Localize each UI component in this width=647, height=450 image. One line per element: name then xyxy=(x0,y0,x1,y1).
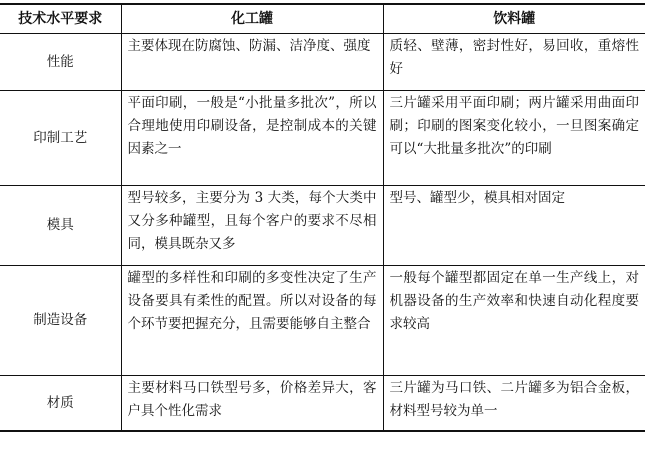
header-chemical-can: 化工罐 xyxy=(121,4,383,34)
table-row xyxy=(0,376,645,432)
chemical-can-cell: 主要材料马口铁型号多，价格差异大，客户具个性化需求 xyxy=(121,376,383,432)
chemical-can-cell: 罐型的多样性和印刷的多变性决定了生产设备要具有柔性的配置。所以对设备的每个环节要把握充分，且需要能够自主整合 xyxy=(121,266,383,376)
beverage-can-cell: 一般每个罐型都固定在单一生产线上，对机器设备的生产效率和快速自动化程度要求较高 xyxy=(383,266,645,376)
requirement-cell: 材质 xyxy=(0,376,121,432)
requirement-cell: 模具 xyxy=(0,186,121,266)
header-requirement: 技术水平要求 xyxy=(0,4,121,34)
beverage-can-cell: 三片罐为马口铁、二片罐多为铝合金板，材料型号较为单一 xyxy=(383,376,645,432)
requirement-cell: 制造设备 xyxy=(0,266,121,376)
table-row xyxy=(0,266,645,376)
beverage-can-cell: 质轻、壁薄，密封性好，易回收，重熔性好 xyxy=(383,34,645,91)
header-row xyxy=(0,4,645,34)
comparison-table xyxy=(0,3,645,432)
table-row xyxy=(0,34,645,91)
table-row xyxy=(0,186,645,266)
requirement-cell: 印制工艺 xyxy=(0,91,121,186)
beverage-can-cell: 三片罐采用平面印刷；两片罐采用曲面印刷；印刷的图案变化较小，一旦图案确定可以“大批量多批次”的印刷 xyxy=(383,91,645,186)
chemical-can-cell: 型号较多，主要分为 3 大类，每个大类中又分多种罐型，且每个客户的要求不尽相同，模具既杂又多 xyxy=(121,186,383,266)
beverage-can-cell: 型号、罐型少，模具相对固定 xyxy=(383,186,645,266)
header-beverage-can: 饮料罐 xyxy=(383,4,645,34)
table-row xyxy=(0,91,645,186)
requirement-cell: 性能 xyxy=(0,34,121,91)
chemical-can-cell: 主要体现在防腐蚀、防漏、洁净度、强度 xyxy=(121,34,383,91)
chemical-can-cell: 平面印刷，一般是“小批量多批次”，所以合理地使用印刷设备，是控制成本的关键因素之一 xyxy=(121,91,383,186)
